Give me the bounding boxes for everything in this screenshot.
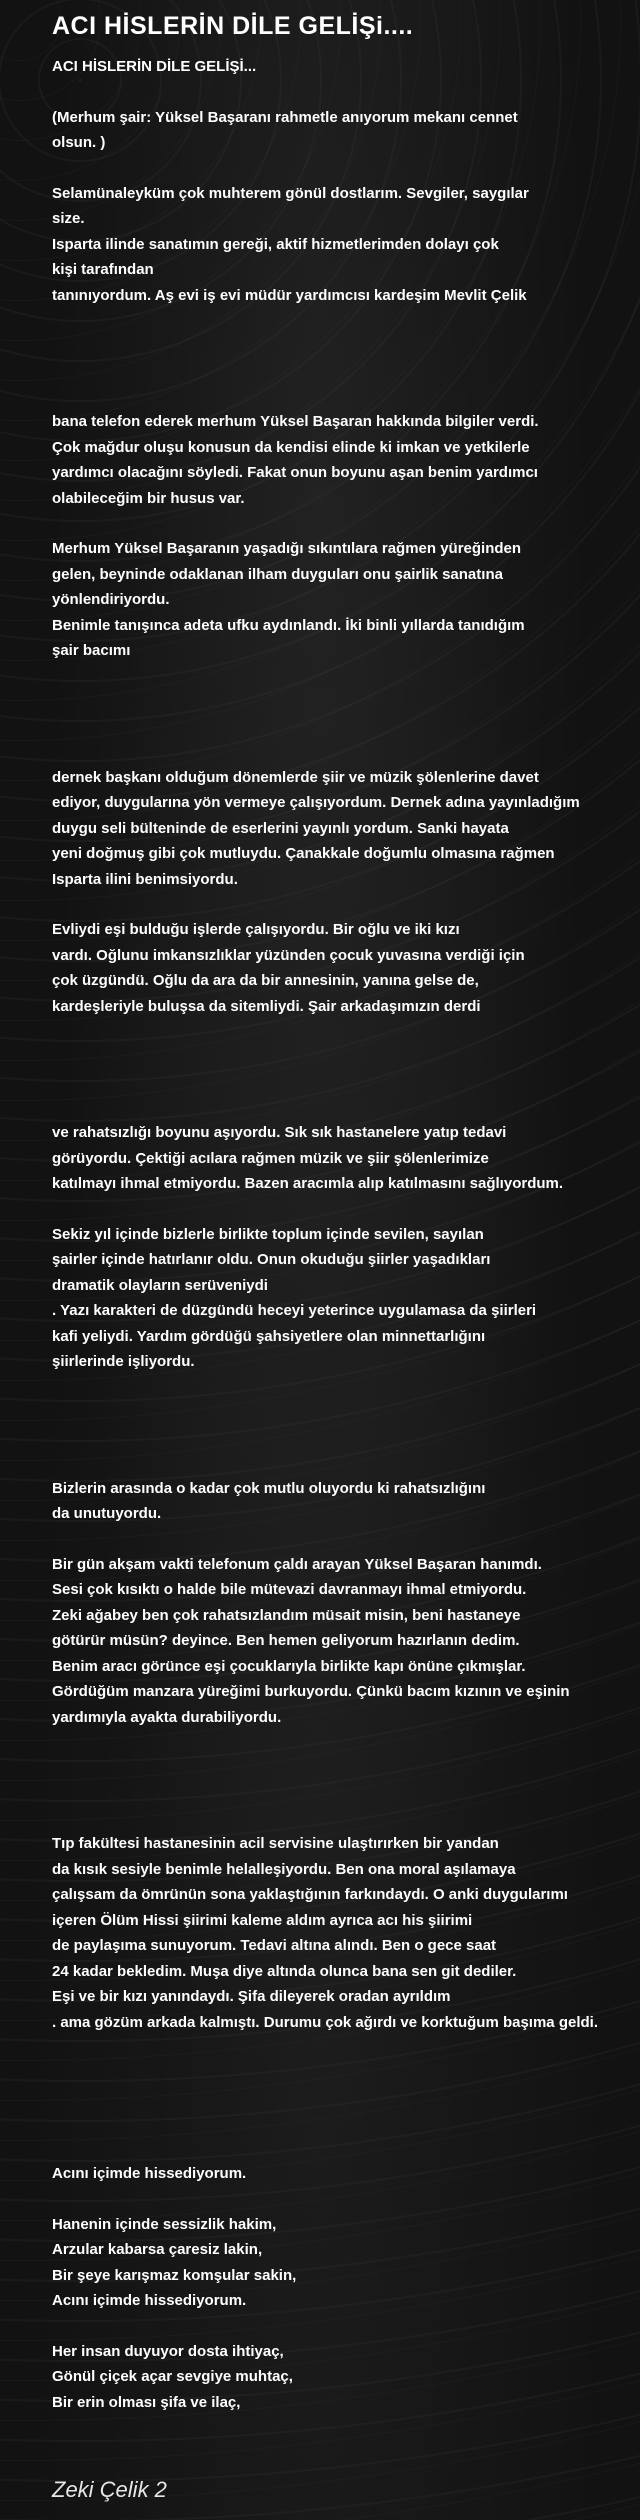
- text-paragraph: Bir gün akşam vakti telefonum çaldı arayan Yüksel Başaran hanımdı. Sesi çok kısıktı o halde bile mütevazi davranmayı ihmal etmiyordu. Zeki ağabey ben çok rahatsızlandım müsait misin, beni hastaneye götürür müsün? deyince. Ben hemen geliyorum hazırlanın dedim. Benim aracı görünce eşi çocuklarıyla birlikte kapı önüne çıkmışlar. Gördüğüm manzara yüreğimi burkuyordu. Çünkü bacım kızının ve eşinin yardımıyla ayakta durabiliyordu.: [52, 1555, 570, 1726]
- text-paragraph: Selamünaleyküm çok muhterem gönül dostlarım. Sevgiler, saygılar size. Isparta ilinde sanatımın gereği, aktif hizmetlerimden dolayı çok kişi tarafından tanınıyordum. Aş evi iş evi müdür yardımcısı kardeşim Mevlit Çelik: [52, 184, 529, 304]
- text-paragraph: ve rahatsızlığı boyunu aşıyordu. Sık sık hastanelere yatıp tedavi görüyordu. Çektiği acılara rağmen müzik ve şiir şölenlerimize katılmayı ihmal etmiyordu. Bazen aracımla alıp katılmasını sağlıyordum.: [52, 1124, 564, 1192]
- text-paragraph: Sekiz yıl içinde bizlerle birlikte toplum içinde sevilen, sayılan şairler içinde hatırlanır oldu. Onun okuduğu şiirler yaşadıkları dramatik olayların serüveniydi . Yazı karakteri de düzgündü heceyi yeterince uygulamasa da şiirleri kafi yeliydi. Yardım gördüğü şahsiyetlere olan minnettarlığını şiirlerinde işliyordu.: [52, 1225, 537, 1370]
- subtitle: ACI HİSLERİN DİLE GELİŞİ...: [52, 58, 257, 75]
- page-title: ACI HİSLERİN DİLE GELİŞi....: [52, 12, 414, 40]
- poem-stanza: Her insan duyuyor dosta ihtiyaç, Gönül çiçek açar sevgiye muhtaç, Bir erin olması şifa ve ilaç,: [52, 2342, 293, 2411]
- poem-stanza: Hanenin içinde sessizlik hakim, Arzular kabarsa çaresiz lakin, Bir şeye karışmaz komşular sakin, Acını içimde hissediyorum.: [52, 2215, 297, 2309]
- poem-title: Acını içimde hissediyorum.: [52, 2165, 247, 2182]
- text-paragraph: Merhum Yüksel Başaranın yaşadığı sıkıntılara rağmen yüreğinden gelen, beyninde odaklanan ilham duyguları onu şairlik sanatına yönlendiriyordu. Benimle tanışınca adeta ufku aydınlandı. İki binli yıllarda tanıdığım şair bacımı: [52, 540, 525, 659]
- text-paragraph: Tıp fakültesi hastanesinin acil servisine ulaştırırken bir yandan da kısık sesiyle benimle helalleşiyordu. Ben ona moral aşılamaya çalışsam da ömrünün sona yaklaştığının farkındaydı. O anki duygularımı içeren Ölüm Hissi şiirimi kaleme aldım ayrıca acı his şiirimi de paylaşıma sunuyorum. Tedavi altına alındı. Ben o gece saat 24 kadar bekledim. Muşa diye altında olunca bana sen git dediler. Eşi ve bir kızı yanındaydı. Şifa dileyerek oradan ayrıldım . ama gözüm arkada kalmıştı. Durumu çok ağırdı ve korktuğum başıma geldi.: [52, 1835, 598, 2031]
- text-paragraph: Bizlerin arasında o kadar çok mutlu oluyordu ki rahatsızlığını da unutuyordu.: [52, 1479, 486, 1522]
- text-body: [52, 54, 637, 2415]
- dedication-paragraph: (Merhum şair: Yüksel Başaranı rahmetle anıyorum mekanı cennet olsun. ): [52, 108, 518, 151]
- text-paragraph: dernek başkanı olduğum dönemlerde şiir ve müzik şölenlerine davet ediyor, duygularına yön vermeye çalışıyordum. Dernek adına yayınladığım duygu seli bülteninde de eserlerini yayınlı yordum. Sanki hayata yeni doğmuş gibi çok mutluydu. Çanakkale doğumlu olmasına rağmen Isparta ilini benimsiyordu.: [52, 768, 580, 888]
- text-paragraph: bana telefon ederek merhum Yüksel Başaran hakkında bilgiler verdi. Çok mağdur oluşu konusun da kendisi elinde ki imkan ve yetkilerle yardımcı olacağını söyledi. Fakat onun boyunu aşan benim yardımcı olabileceğim bir husus var.: [52, 413, 539, 507]
- author-signature: Zeki Çelik 2: [52, 2477, 167, 2502]
- text-paragraph: Evliydi eşi bulduğu işlerde çalışıyordu. Bir oğlu ve iki kızı vardı. Oğlunu imkansızlıklar yüzünden çocuk yuvasına verdiği için çok üzgündü. Oğlu da ara da bir annesinin, yanına gelse de, kardeşleriyle buluşsa da sitemliydi. Şair arkadaşımızın derdi: [52, 921, 525, 1015]
